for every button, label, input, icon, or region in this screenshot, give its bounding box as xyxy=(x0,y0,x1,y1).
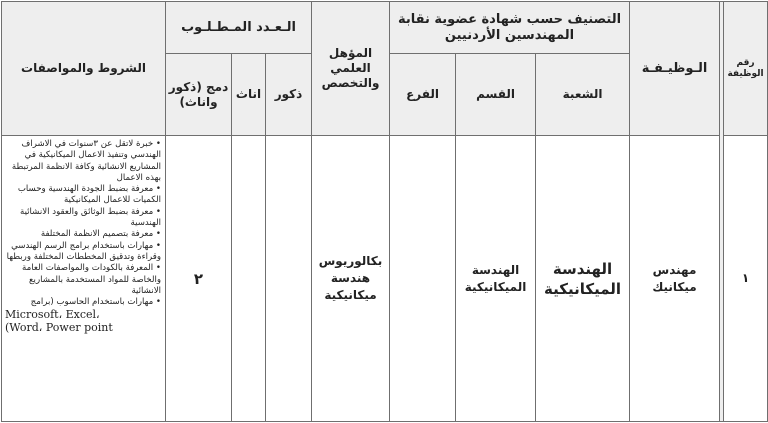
condition-item: • معرفة بتصميم الانظمة المختلفة xyxy=(5,229,161,240)
cell-division: الهندسة الميكانيكية xyxy=(536,136,630,422)
cell-conditions xyxy=(2,136,166,422)
cell-branch xyxy=(390,136,456,422)
header-required-number: الـعـدد المـطـلـوب xyxy=(166,2,312,54)
header-male: ذكور xyxy=(266,54,312,136)
cell-mixed: ٢ xyxy=(166,136,232,422)
cell-department: الهندسة الميكانيكية xyxy=(456,136,536,422)
header-division: الشعبة xyxy=(536,54,630,136)
cell-qualification: بكالوريوس هندسة ميكانيكية xyxy=(312,136,390,422)
condition-item: • معرفة بضبط الجودة الهندسية وحساب الكميات للاعمال الميكانيكية xyxy=(5,184,161,207)
header-branch: الفرع xyxy=(390,54,456,136)
header-qualification: المؤهل العلمي والتخصص xyxy=(312,2,390,136)
condition-item: • خبرة لاتقل عن ٣سنوات في الاشراف الهندسي وتنفيذ الاعمال الميكانيكية في المشاريع الانشائية وكافة الانظمة المرتبطة بهذه الاعمال xyxy=(5,139,161,184)
job-requirements-table xyxy=(1,1,768,422)
header-job-number: رقم الوظيفة xyxy=(724,2,768,136)
header-conditions: الشروط والمواصفات xyxy=(2,2,166,136)
cell-job: مهندس ميكانيك xyxy=(630,136,720,422)
condition-item: • مهارات باستخدام برامج الرسم الهندسي وقراءة وتدقيق المخططات المختلفة وربطها xyxy=(5,241,161,264)
software-list: Microsoft، Excel، xyxy=(5,308,100,322)
header-department: القسم xyxy=(456,54,536,136)
cell-female xyxy=(232,136,266,422)
condition-item: • مهارات باستخدام الحاسوب (برامج xyxy=(5,297,161,308)
header-female: اناث xyxy=(232,54,266,136)
cell-job-number: ١ xyxy=(724,136,768,422)
conditions-list xyxy=(5,139,161,308)
software-list-2: (Word، Power point xyxy=(5,321,113,335)
cell-male xyxy=(266,136,312,422)
condition-item: • المعرفة بالكودات والمواصفات العامة والخاصة للمواد المستخدمة بالمشاريع الانشائية xyxy=(5,263,161,297)
header-mixed: دمج (ذكور واناث) xyxy=(166,54,232,136)
header-classification: التصنيف حسب شهادة عضوية نقابة المهندسين الأردنيين xyxy=(390,2,630,54)
header-job: الـوظيـفـة xyxy=(630,2,720,136)
condition-item: • معرفة بضبط الوثائق والعقود الانشائية الهندسية xyxy=(5,207,161,230)
